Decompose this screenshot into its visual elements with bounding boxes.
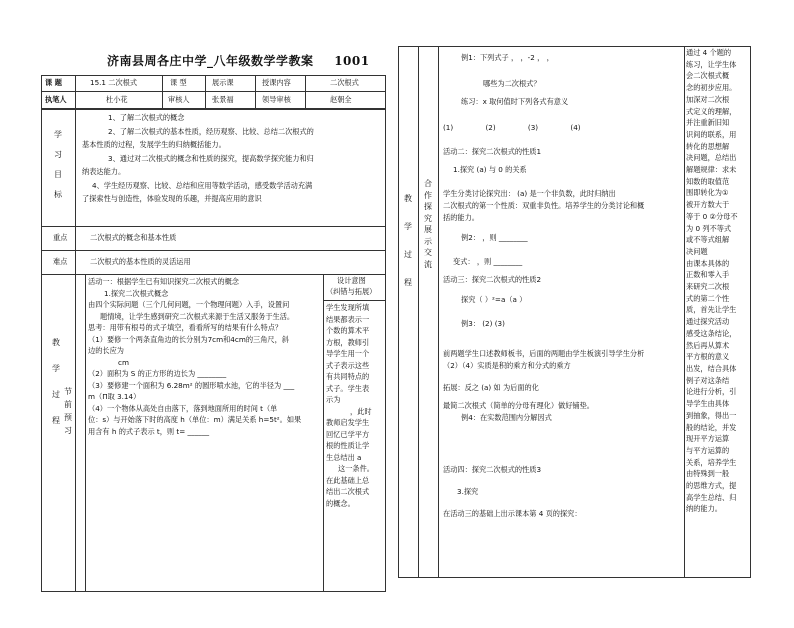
goals-label: 学习目标 — [54, 130, 62, 199]
preview-label: 节前预习 — [64, 387, 72, 435]
value-topic: 15.1 二次根式 — [90, 78, 138, 87]
goal-line: 1、了解二次根式的概念 — [108, 113, 185, 122]
right-content: 例1：下列式子 ， ，-2 ， ， 哪些为二次根式？ 练习：x 取何值时下列各式有意义 (1) (2) (3) (4) 活动二：探究二次根式的性质1 1.探究 (a) 与 0 的关系 学生分类讨论探究出： (a) 是一个非负数，此时归纳出 二次根式的第一个性质：双重非负性。培养学生的分类讨论和概 括的能力。 例2： ，则 ________ 变式： ，则 ________ 活动三：探究二次根式的性质2 探究（ ）²=a（a ） 例3： (2) (3) 前两题学生口述教师板书，后面的两题由学生板演引导学生分析 （2）（4）实质是积的乘方和分式的乘方 拓展：反之 (a) 如 为后面的化 最简二次根式（简单的分母有理化）做好铺垫。 例4：在实数范围内分解因式 活动四：探究二次根式的性质3 3.探究 在活动三的基础上出示课本第 4 页的探究： — [443, 53, 645, 518]
label-content: 授课内容 — [262, 78, 291, 87]
label-reviewer: 审核人 — [168, 95, 190, 104]
teacher-notes: 通过 4 个题的 练习，让学生体 会二次根式概 念的初步应用。 加深对二次根 式定义的理解， 并注重新旧知 识间的联系，用 转化的思想解 决问题，总结出 解题规律：求未 知数的取值范 围即转化为① 被开方数大于 等于 0 ②分母不 为 0 列不等式 或不等式组解 决问题 由课本具体的 正数和零入手 来研究二次根 式的第二个性 质，首先让学生 通过探究活动 感受这条结论， 然后再从算术 平方根的意义 出发，结合具体 例子对这条结 论进行分析，引 导学生由具体 到抽象，得出一 般的结论，并发 现开平方运算 与平方运算的 关系，培养学生 由特殊到一般 的思维方式，提 高学生总结、归 纳的能力。 — [686, 48, 738, 514]
design-notes: 学生发现所填 结果都表示一 个数的算术平 方根，教师引 导学生用一个 式子表示这些 有共同特点的 式子。学生表 示为 ，此时 教师启发学生 回忆已学平方 根的性质让学 生总结出 a 这一条件。 在此基础上总 结出二次根式 的概念。 — [326, 303, 374, 508]
goal-line: 4、学生经历观察、比较、总结和应用等数学活动，感受数学活动充满 — [92, 180, 313, 190]
goals-list — [82, 111, 382, 206]
design-subheader: （纠错与拓展） — [326, 287, 377, 296]
difficulty-text: 二次根式的基本性质的灵活运用 — [90, 257, 191, 266]
key-text: 二次根式的概念和基本性质 — [90, 233, 177, 242]
value-author: 杜小花 — [106, 95, 128, 104]
value-type: 展示课 — [212, 78, 234, 87]
value-reviewer: 张景福 — [212, 95, 234, 104]
goal-line: 纳表达能力。 — [82, 167, 126, 176]
value-leader: 赵朝全 — [330, 95, 352, 104]
process-label: 教学过程 — [52, 338, 60, 425]
key-label: 重点 — [53, 233, 68, 242]
difficulty-label: 难点 — [53, 257, 68, 266]
value-content: 二次根式 — [330, 78, 359, 87]
goal-line: 3、通过对二次根式的概念和性质的探究，提高数学探究能力和归 — [108, 153, 314, 163]
section-label: 合作探究展示交流 — [424, 179, 432, 269]
doc-title: 济南县周各庄中学_八年级数学学教案 1001 — [107, 54, 370, 68]
goal-line: 基本性质的过程，发展学生的归纳概括能力。 — [82, 140, 226, 149]
right-process-label: 教学过程 — [404, 194, 412, 287]
goal-line: 了探索性与创造性，体验发现的乐趣，并提高应用的意识 — [82, 194, 262, 203]
label-leader: 领导审核 — [262, 95, 291, 104]
label-author: 执笔人 — [45, 95, 67, 104]
label-topic: 课 题 — [45, 78, 62, 87]
design-header: 设计意图 — [337, 276, 366, 285]
goal-line: 2、了解二次根式的基本性质，经历观察、比较、总结二次根式的 — [108, 126, 314, 136]
activity-one: 活动一：根据学生已有知识探究二次根式的概念 1.探究二次根式概念 由四个实际问题（三个几何问题，一个物理问题）入手，设置问 题情境，让学生感到研究二次根式来源于生活又服务于生活。 思考：用带有根号的式子填空，看看所写的结果有什么特点？ （1）要修一个两条直角边的长分别为7cm和4cm的三角尺，斜 边的长应为 cm （2）面积为 S 的正方形的边长为 ________ （3）要修建一个面积为 6.28m² 的圆形喷水池，它的半径为 ___ m（Π取 3.14） （4）一个物体从高处自由落下，落到地面所用的时间 t（单 位：s）与开始落下时的高度 h（单位：m）满足关系 h=5t²。如果 用含有 h 的式子表示 t，则 t= ______ — [88, 277, 302, 436]
label-type: 课 型 — [170, 78, 187, 87]
